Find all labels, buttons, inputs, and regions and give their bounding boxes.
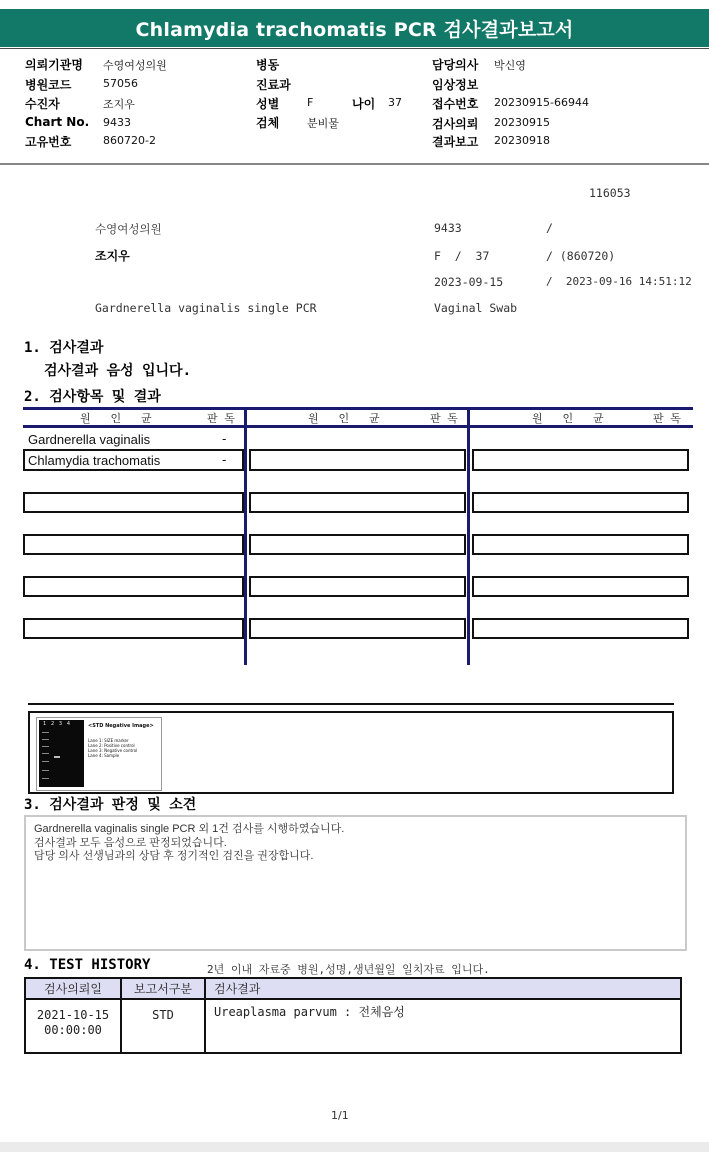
label-doctor: 담당의사 — [432, 58, 479, 72]
th-judgement-2: 판 독 — [430, 412, 458, 425]
result-cell-empty — [472, 449, 689, 471]
history-table — [24, 977, 682, 1054]
section1-result: 검사결과 음성 입니다. — [44, 363, 192, 379]
th-judgement-1: 판 독 — [207, 412, 235, 425]
label-report-date: 결과보고 — [432, 135, 479, 149]
result-cell-empty — [249, 618, 466, 639]
history-note: 2년 이내 자료중 병원,성명,생년월일 일치자료 입니다. — [207, 963, 490, 976]
column-separator-2 — [467, 407, 470, 665]
value-patient: 조지우 — [103, 98, 135, 111]
section1-title: 1. 검사결과 — [24, 340, 104, 356]
header-bottom-rule — [0, 163, 709, 165]
result-value-gardnerella: - — [222, 431, 227, 446]
value-clinic: 수영여성의원 — [103, 59, 167, 72]
result-cell-empty — [249, 534, 466, 555]
gel-legend-item: Lane 2: Positive control — [88, 743, 135, 748]
value-receipt-no: 20230915-66944 — [494, 96, 589, 109]
meta-date-received: 2023-09-15 — [434, 275, 504, 289]
value-specimen: 분비물 — [307, 117, 339, 130]
opinion-text: Gardnerella vaginalis single PCR 외 1건 검사를 시행하였습니다. 검사결과 모두 음성으로 판정되었습니다. 담당 의사 선생님과의 상담 후 정기적인 검진을 권장합니다. — [34, 823, 345, 862]
gel-image-box — [28, 711, 674, 794]
result-cell-empty — [249, 492, 466, 513]
label-clinical-info: 임상정보 — [432, 78, 479, 92]
meta-test-name: Gardnerella vaginalis single PCR — [95, 301, 317, 315]
label-unique-id: 고유번호 — [25, 135, 72, 149]
value-doctor: 박신영 — [494, 59, 526, 72]
meta-specimen: Vaginal Swab — [434, 301, 518, 315]
label-sex: 성별 — [256, 97, 280, 111]
value-request-date: 20230915 — [494, 116, 550, 129]
history-col-request-date: 검사의뢰일 — [25, 978, 121, 999]
value-report-date: 20230918 — [494, 134, 550, 147]
meta-code: 116053 — [589, 186, 631, 200]
label-patient: 수진자 — [25, 97, 60, 111]
gel-electrophoresis-image — [39, 720, 84, 787]
result-name-gardnerella: Gardnerella vaginalis — [28, 432, 151, 447]
result-cell-empty — [472, 534, 689, 555]
result-cell-empty — [23, 534, 244, 555]
gel-lane-numbers: 1 2 3 4 — [43, 721, 71, 727]
gel-image-thumbnail — [36, 717, 162, 791]
history-col-result: 검사결과 — [205, 978, 681, 999]
gel-heading: <STD Negative Image> — [88, 723, 154, 729]
section3-title: 3. 검사결과 판정 및 소견 — [24, 797, 197, 813]
meta-chart: 9433 — [434, 221, 462, 235]
gel-legend — [88, 738, 137, 758]
gel-legend-item: Lane 3: Negative control — [88, 748, 138, 753]
value-age: 37 — [388, 96, 402, 109]
column-separator-1 — [244, 407, 247, 665]
result-cell-empty — [23, 492, 244, 513]
result-cell-empty — [249, 449, 466, 471]
footer-bar — [0, 1142, 709, 1152]
meta-sex-age: F / 37 — [434, 249, 490, 263]
section2-title: 2. 검사항목 및 결과 — [24, 389, 161, 405]
th-judgement-3: 판 독 — [653, 412, 681, 425]
table-row — [25, 999, 681, 1053]
gel-legend-item: Lane 1: SIZE marker — [88, 738, 129, 743]
th-pathogen-1: 원 인 균 — [80, 412, 152, 425]
value-unique-id: 860720-2 — [103, 134, 156, 147]
gel-band — [42, 770, 49, 771]
label-age: 나이 — [352, 97, 376, 111]
section4-title: 4. TEST HISTORY — [24, 957, 151, 973]
report-title: Chlamydia trachomatis PCR 검사결과보고서 — [0, 9, 709, 47]
gel-band — [42, 739, 49, 740]
result-cell-empty — [23, 576, 244, 597]
label-department: 진료과 — [256, 78, 291, 92]
label-request-date: 검사의뢰 — [432, 117, 479, 131]
history-cell-type: STD — [121, 999, 205, 1053]
page-number: 1/1 — [331, 1109, 349, 1122]
history-time: 00:00:00 — [44, 1023, 102, 1037]
history-cell-result: Ureaplasma parvum : 전체음성 — [205, 999, 681, 1053]
value-hospital-code: 57056 — [103, 77, 138, 90]
history-col-report-type: 보고서구분 — [121, 978, 205, 999]
result-cell-empty — [249, 576, 466, 597]
label-hospital-code: 병원코드 — [25, 78, 72, 92]
gel-band — [42, 778, 49, 779]
gel-band — [42, 732, 49, 733]
result-cell-empty — [23, 618, 244, 639]
th-pathogen-3: 원 인 균 — [532, 412, 604, 425]
gel-band — [42, 746, 49, 747]
meta-clinic: 수영여성의원 — [95, 222, 162, 236]
result-name-chlamydia: Chlamydia trachomatis — [28, 453, 161, 468]
th-pathogen-2: 원 인 균 — [308, 412, 380, 425]
meta-id-part: / (860720) — [546, 249, 616, 263]
header-divider — [0, 48, 709, 49]
history-cell-date — [25, 999, 121, 1053]
opinion-box — [24, 815, 687, 951]
gel-band — [42, 753, 49, 754]
value-sex: F — [307, 96, 314, 109]
meta-slash: / — [546, 221, 553, 235]
result-cell-empty — [472, 576, 689, 597]
value-chart-no: 9433 — [103, 116, 131, 129]
label-chart-no: Chart No. — [25, 115, 90, 129]
gel-band — [42, 761, 49, 762]
result-cell-empty — [472, 492, 689, 513]
result-cell-empty — [472, 618, 689, 639]
meta-date-reported: / 2023-09-16 14:51:12 — [546, 275, 692, 288]
history-date: 2021-10-15 — [36, 1008, 110, 1022]
gel-top-rule — [28, 703, 674, 705]
gel-band — [54, 756, 60, 758]
label-clinic: 의뢰기관명 — [25, 58, 83, 72]
meta-patient: 조지우 — [95, 249, 130, 263]
label-ward: 병동 — [256, 58, 280, 72]
label-receipt-no: 접수번호 — [432, 97, 479, 111]
gel-legend-item: Lane 4: Sample — [88, 753, 120, 758]
result-value-chlamydia: - — [222, 452, 227, 467]
label-specimen: 검체 — [256, 116, 280, 130]
history-header-row — [25, 978, 681, 999]
